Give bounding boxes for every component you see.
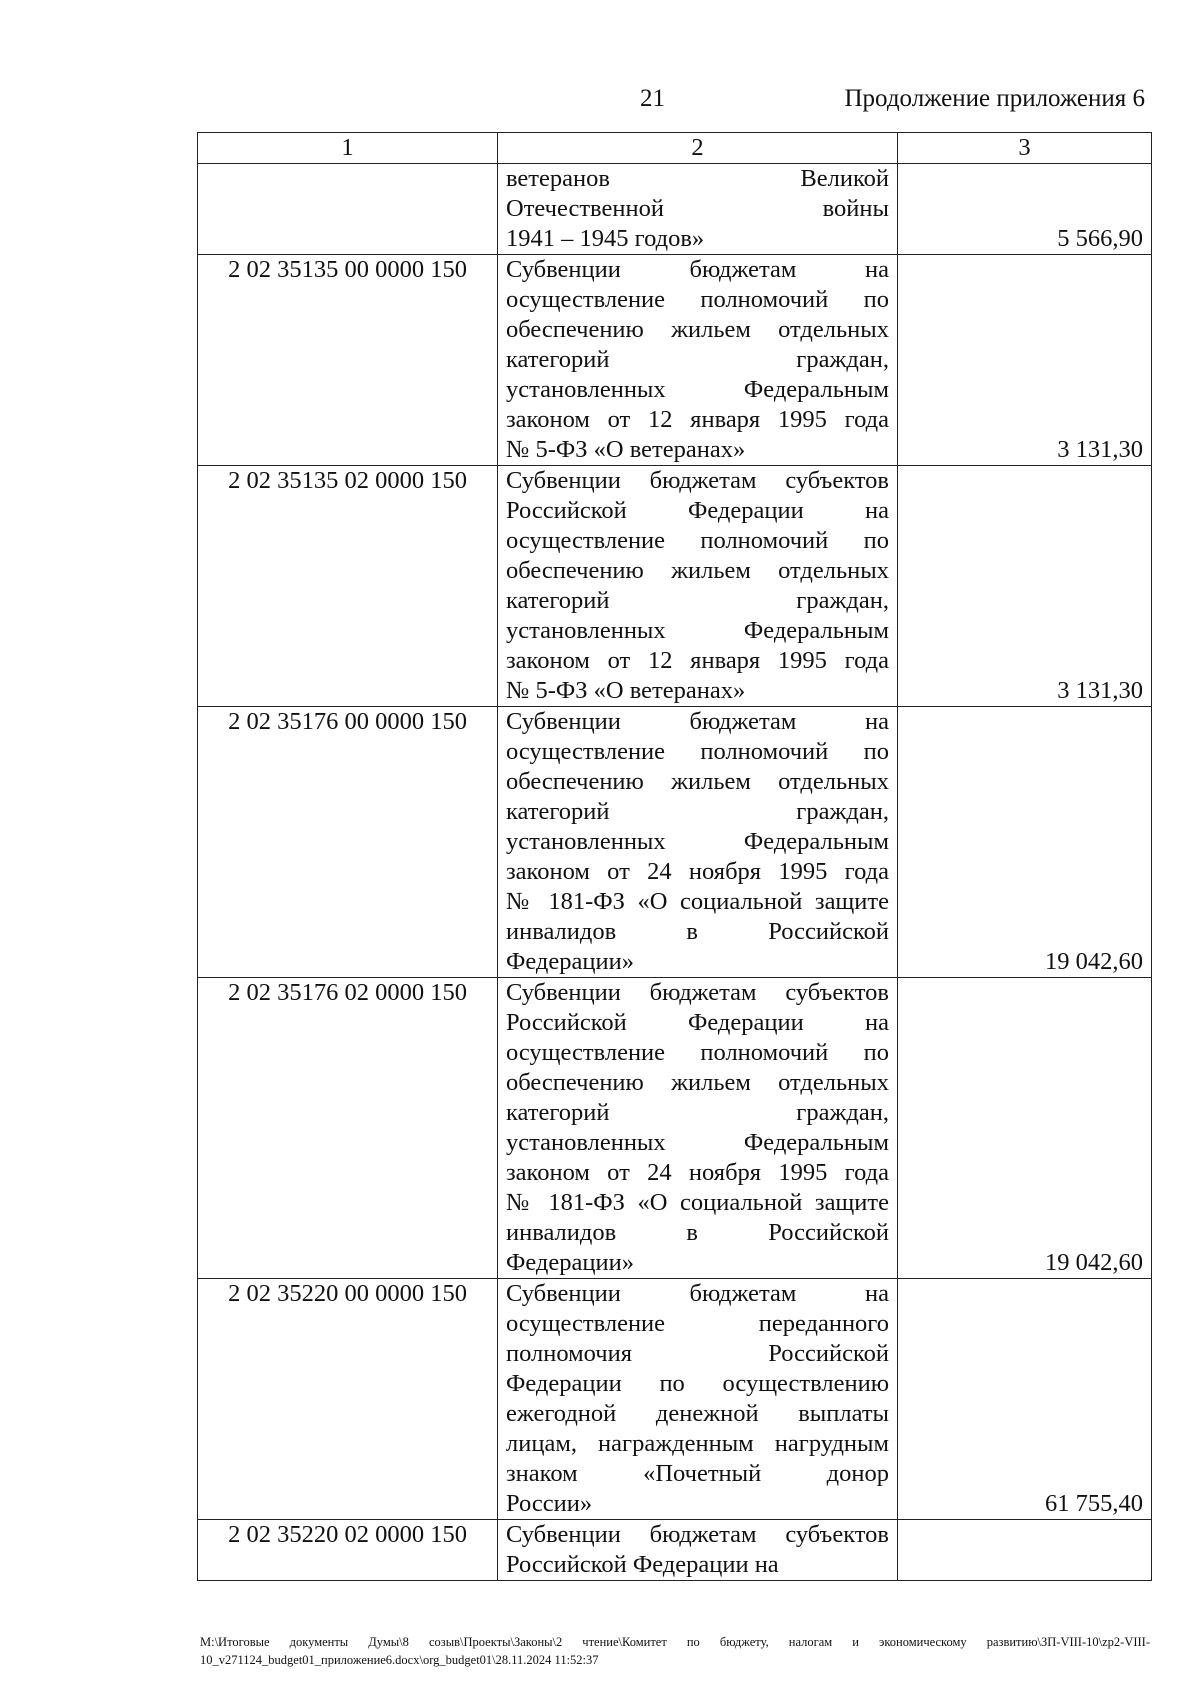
description-line: категорий граждан, — [506, 587, 889, 614]
amount-cell: 19 042,60 — [898, 978, 1152, 1279]
description-line: законом от 24 ноября 1995 года — [506, 858, 889, 885]
description-line: категорий граждан, — [506, 798, 889, 825]
budget-code-cell: 2 02 35176 00 0000 150 — [198, 707, 498, 978]
description-line: осуществление полномочий по — [506, 527, 889, 554]
description-line: осуществление полномочий по — [506, 1039, 889, 1066]
description-line: Субвенции бюджетам субъектов — [506, 1521, 889, 1548]
description-line: установленных Федеральным — [506, 1129, 889, 1156]
description-line: № 5-ФЗ «О ветеранах» — [506, 436, 746, 463]
description-line: Субвенции бюджетам на — [506, 256, 889, 283]
table-row — [198, 707, 1152, 978]
description-cell — [498, 255, 898, 466]
table-row — [198, 978, 1152, 1279]
amount-cell: 19 042,60 — [898, 707, 1152, 978]
description-cell — [498, 1279, 898, 1520]
description-line: осуществление полномочий по — [506, 738, 889, 765]
description-line: № 181-ФЗ «О социальной защите — [506, 888, 889, 915]
description-line: обеспечению жильем отдельных — [506, 316, 889, 343]
description-line: обеспечению жильем отдельных — [506, 768, 889, 795]
page-number: 21 — [640, 85, 665, 112]
description-cell — [498, 707, 898, 978]
description-line: законом от 12 января 1995 года — [506, 647, 889, 674]
description-line: полномочия Российской — [506, 1340, 889, 1367]
description-line: категорий граждан, — [506, 1099, 889, 1126]
column-header-3: 3 — [898, 133, 1152, 164]
description-line: № 181-ФЗ «О социальной защите — [506, 1189, 889, 1216]
description-line: № 5-ФЗ «О ветеранах» — [506, 677, 746, 704]
table-row — [198, 1279, 1152, 1520]
amount-cell: 61 755,40 — [898, 1279, 1152, 1520]
budget-table — [197, 132, 1152, 1581]
description-cell — [498, 978, 898, 1279]
document-file-path: M:\Итоговые документы Думы\8 созыв\Проекты\Законы\2 чтение\Комитет по бюджету, налогам и экономическому развитию\ЗП-VIII-10\zp2-VIII-10_v271124_budget01_приложение6.docx\org_budget01\28.11.2024 11:52:37 — [200, 1635, 1150, 1667]
column-header-2: 2 — [498, 133, 898, 164]
description-line: Отечественной войны — [506, 195, 889, 222]
description-line: законом от 12 января 1995 года — [506, 406, 889, 433]
column-header-1: 1 — [198, 133, 498, 164]
description-line: осуществление полномочий по — [506, 286, 889, 313]
description-line: Федерации по осуществлению — [506, 1370, 889, 1397]
budget-code-cell — [198, 164, 498, 255]
description-cell — [498, 164, 898, 255]
budget-code-cell: 2 02 35176 02 0000 150 — [198, 978, 498, 1279]
description-line: Субвенции бюджетам субъектов — [506, 467, 889, 494]
table-row — [198, 1520, 1152, 1581]
table-row — [198, 164, 1152, 255]
amount-cell: 3 131,30 — [898, 466, 1152, 707]
table-header-row — [198, 133, 1152, 164]
description-line: ветеранов Великой — [506, 165, 889, 192]
description-line: знаком «Почетный донор — [506, 1460, 889, 1487]
amount-cell — [898, 1520, 1152, 1581]
description-line: Федерации» — [506, 1249, 634, 1276]
description-line: инвалидов в Российской — [506, 1219, 889, 1246]
budget-code-cell: 2 02 35135 00 0000 150 — [198, 255, 498, 466]
description-line: Российской Федерации на — [506, 497, 889, 524]
description-line: Российской Федерации на — [506, 1551, 779, 1578]
description-line: Федерации» — [506, 948, 634, 975]
amount-cell: 5 566,90 — [898, 164, 1152, 255]
description-line: Субвенции бюджетам на — [506, 1280, 889, 1307]
description-line: Субвенции бюджетам субъектов — [506, 979, 889, 1006]
budget-code-cell: 2 02 35135 02 0000 150 — [198, 466, 498, 707]
table-row — [198, 255, 1152, 466]
description-line: законом от 24 ноября 1995 года — [506, 1159, 889, 1186]
description-line: Российской Федерации на — [506, 1009, 889, 1036]
description-line: установленных Федеральным — [506, 376, 889, 403]
description-line: установленных Федеральным — [506, 828, 889, 855]
description-cell — [498, 1520, 898, 1581]
budget-code-cell: 2 02 35220 00 0000 150 — [198, 1279, 498, 1520]
budget-code-cell: 2 02 35220 02 0000 150 — [198, 1520, 498, 1581]
description-line: Субвенции бюджетам на — [506, 708, 889, 735]
description-line: обеспечению жильем отдельных — [506, 1069, 889, 1096]
amount-cell: 3 131,30 — [898, 255, 1152, 466]
description-line: ежегодной денежной выплаты — [506, 1400, 889, 1427]
table-row — [198, 466, 1152, 707]
description-line: 1941 – 1945 годов» — [506, 225, 705, 252]
description-line: установленных Федеральным — [506, 617, 889, 644]
description-cell — [498, 466, 898, 707]
description-line: лицам, награжденным нагрудным — [506, 1430, 889, 1457]
description-line: инвалидов в Российской — [506, 918, 889, 945]
description-line: категорий граждан, — [506, 346, 889, 373]
description-line: осуществление переданного — [506, 1310, 889, 1337]
appendix-continuation-label: Продолжение приложения 6 — [844, 85, 1145, 112]
description-line: России» — [506, 1490, 593, 1517]
description-line: обеспечению жильем отдельных — [506, 557, 889, 584]
